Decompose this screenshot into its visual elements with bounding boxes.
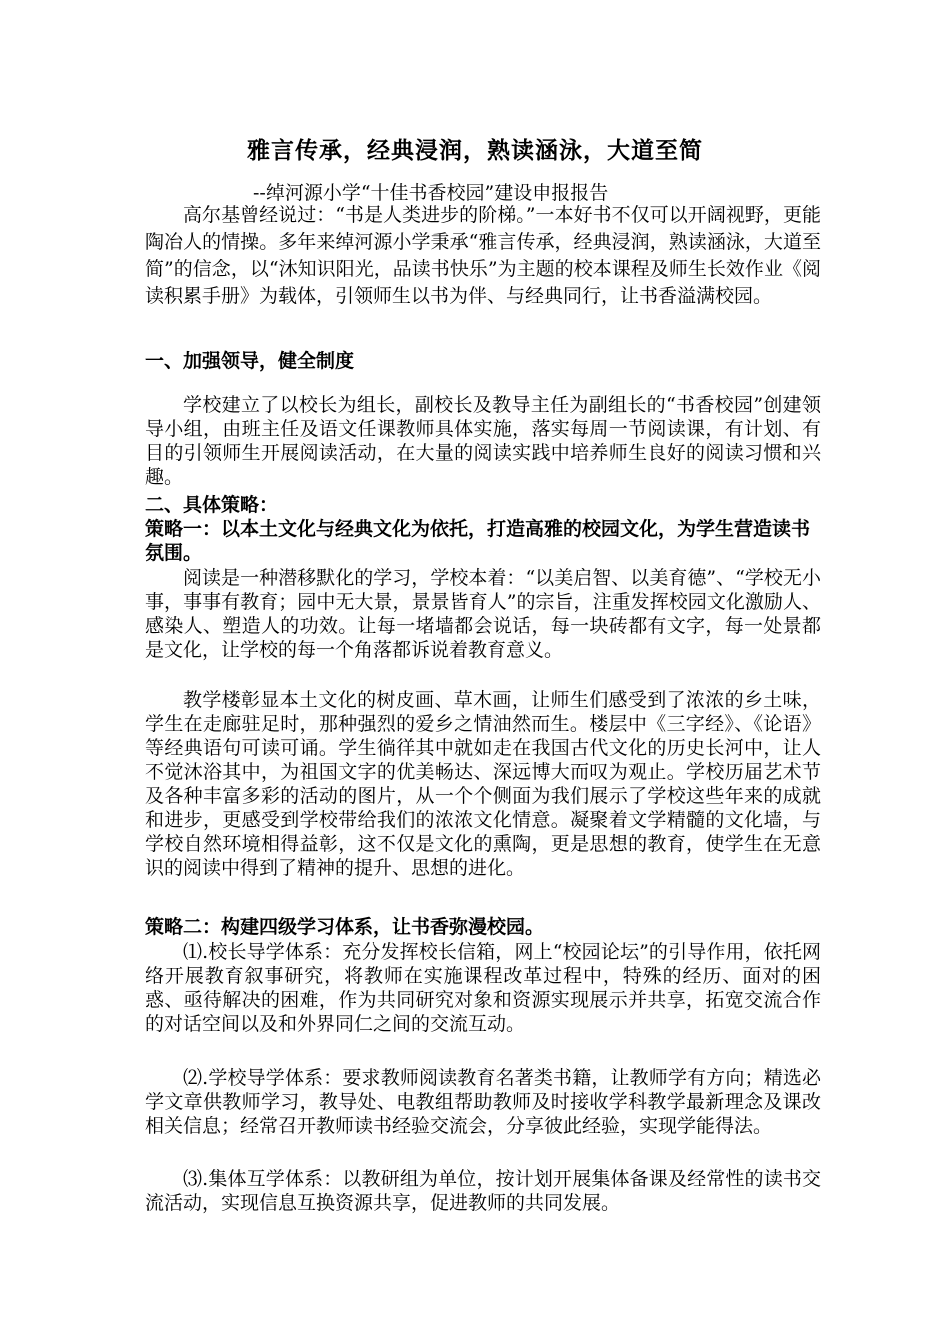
strategy-two-item-1: ⑴.校长导学体系：充分发挥校长信箱，网上“校园论坛”的引导作用，依托网络开展教育叙事研究，将教师在实施课程改革过程中，特殊的经历、面对的困惑、亟待解决的困难，作为共同研究对象和资源实现展示并共享，拓宽交流合作的对话空间以及和外界同仁之间的交流互动。 (145, 941, 821, 1035)
document-title: 雅言传承，经典浸润，熟读涵泳，大道至简 (247, 138, 703, 164)
strategy-two-item-3: ⑶.集体互学体系：以教研组为单位，按计划开展集体备课及经常性的读书交流活动，实现信息互换资源共享，促进教师的共同发展。 (145, 1168, 821, 1214)
section-heading-leadership: 一、加强领导，健全制度 (145, 350, 355, 372)
leadership-paragraph: 学校建立了以校长为组长，副校长及教导主任为副组长的“书香校园”创建领导小组，由班主任及语文任课教师具体实施，落实每周一节阅读课，有计划、有目的引领师生开展阅读活动，在大量的阅读实践中培养师生良好的阅读习惯和兴趣。 (145, 394, 821, 488)
strategy-one-paragraph-2: 教学楼彰显本土文化的树皮画、草木画，让师生们感受到了浓浓的乡土味，学生在走廊驻足时，那种强烈的爱乡之情油然而生。楼层中《三字经》、《论语》等经典语句可读可诵。学生徜徉其中就如走在我国古代文化的历史长河中，让人不觉沐浴其中，为祖国文字的优美畅达、深远博大而叹为观止。学校历届艺术节及各种丰富多彩的活动的图片，从一个个侧面为我们展示了学校这些年来的成就和进步，更感受到学校带给我们的浓浓文化情意。凝聚着文学精髓的文化墙，与学校自然环境相得益彰，这不仅是文化的熏陶，更是思想的教育，使学生在无意识的阅读中得到了精神的提升、思想的进化。 (145, 689, 821, 879)
intro-paragraph: 高尔基曾经说过：“书是人类进步的阶梯。”一本好书不仅可以开阔视野，更能陶冶人的情操。多年来绰河源小学秉承“雅言传承，经典浸润，熟读涵泳，大道至简”的信念，以“沐知识阳光，品读书快乐”为主题的校本课程及师生长效作业《阅读积累手册》为载体，引领师生以书为伴、与经典同行，让书香溢满校园。 (145, 204, 821, 307)
strategy-one-paragraph-1: 阅读是一种潜移默化的学习，学校本着：“以美启智、以美育德”、“学校无小事，事事有教育；园中无大景，景景皆育人”的宗旨，注重发挥校园文化激励人、感染人、塑造人的功效。让每一堵墙都会说话，每一块砖都有文字，每一处景都是文化，让学校的每一个角落都诉说着教育意义。 (145, 567, 821, 661)
document-subtitle: --绰河源小学“十佳书香校园”建设申报报告 (253, 182, 609, 204)
strategy-one-heading: 策略一：以本土文化与经典文化为依托，打造高雅的校园文化，为学生营造读书氛围。 (145, 518, 811, 564)
section-heading-strategies: 二、具体策略： (145, 494, 279, 516)
strategy-two-heading: 策略二：构建四级学习体系，让书香弥漫校园。 (145, 916, 545, 938)
strategy-two-item-2: ⑵.学校导学体系：要求教师阅读教育名著类书籍，让教师学有方向；精选必学文章供教师学习，教导处、电教组帮助教师及时接收学科教学最新理念及课改相关信息；经常召开教师读书经验交流会，分享彼此经验，实现学能得法。 (145, 1067, 821, 1137)
